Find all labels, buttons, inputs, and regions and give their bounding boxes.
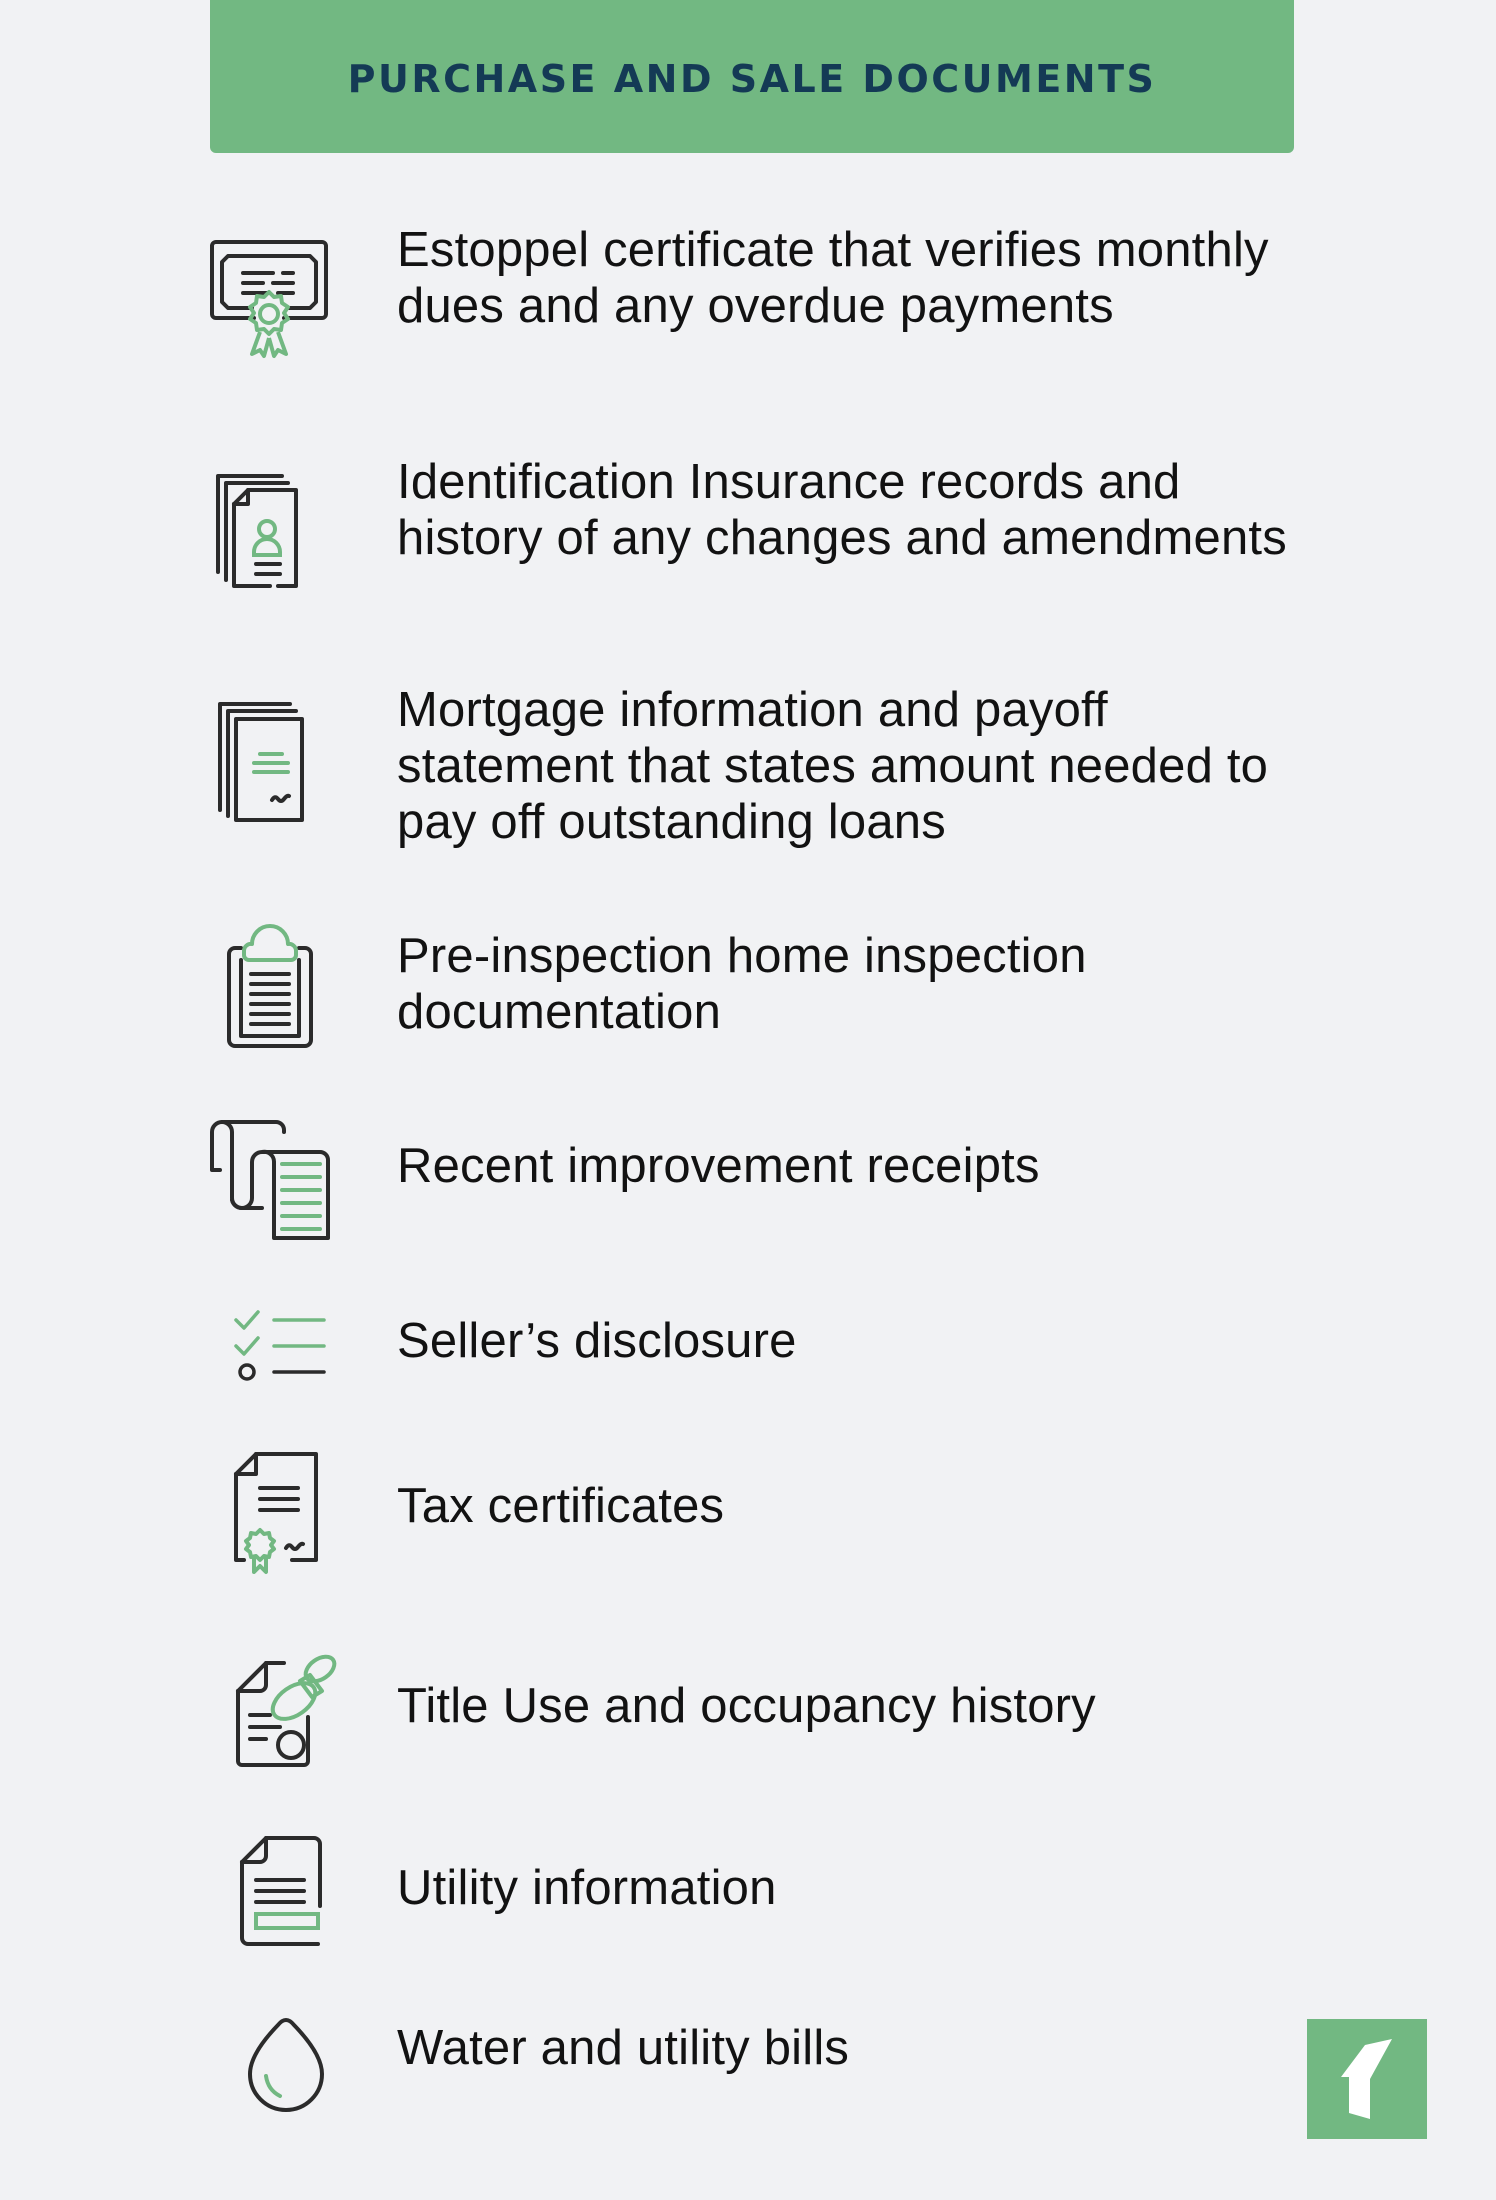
identification-documents-icon xyxy=(212,472,302,587)
stamped-document-icon xyxy=(236,1645,342,1767)
utility-document-icon xyxy=(240,1836,324,1948)
water-drop-icon xyxy=(248,2016,324,2112)
item-label: Mortgage information and payoff statement that states amount needed to pay off outstanding loans xyxy=(397,683,1269,849)
receipt-scroll-icon xyxy=(208,1120,332,1238)
brand-logo-icon xyxy=(1307,2019,1427,2139)
item-label: Recent improvement receipts xyxy=(397,1139,1040,1193)
item-label: Seller’s disclosure xyxy=(397,1314,797,1368)
item-label: Identification Insurance records and history of any changes and amendments xyxy=(397,455,1287,565)
signed-documents-stack-icon xyxy=(216,700,308,822)
item-label: Estoppel certificate that verifies monthly dues and any overdue payments xyxy=(397,223,1269,333)
page-title: PURCHASE AND SALE DOCUMENTS xyxy=(347,56,1157,101)
clipboard-icon xyxy=(227,922,313,1047)
checklist-icon xyxy=(234,1308,330,1388)
item-label: Title Use and occupancy history xyxy=(397,1679,1096,1733)
item-label: Tax certificates xyxy=(397,1479,725,1533)
item-label: Water and utility bills xyxy=(397,2021,850,2075)
certified-document-icon xyxy=(234,1452,322,1574)
certificate-ribbon-icon xyxy=(208,238,330,363)
item-label: Utility information xyxy=(397,1861,777,1915)
header-banner xyxy=(210,0,1294,153)
brand-logo[interactable] xyxy=(1307,2019,1427,2139)
item-label: Pre-inspection home inspection documentation xyxy=(397,929,1087,1039)
